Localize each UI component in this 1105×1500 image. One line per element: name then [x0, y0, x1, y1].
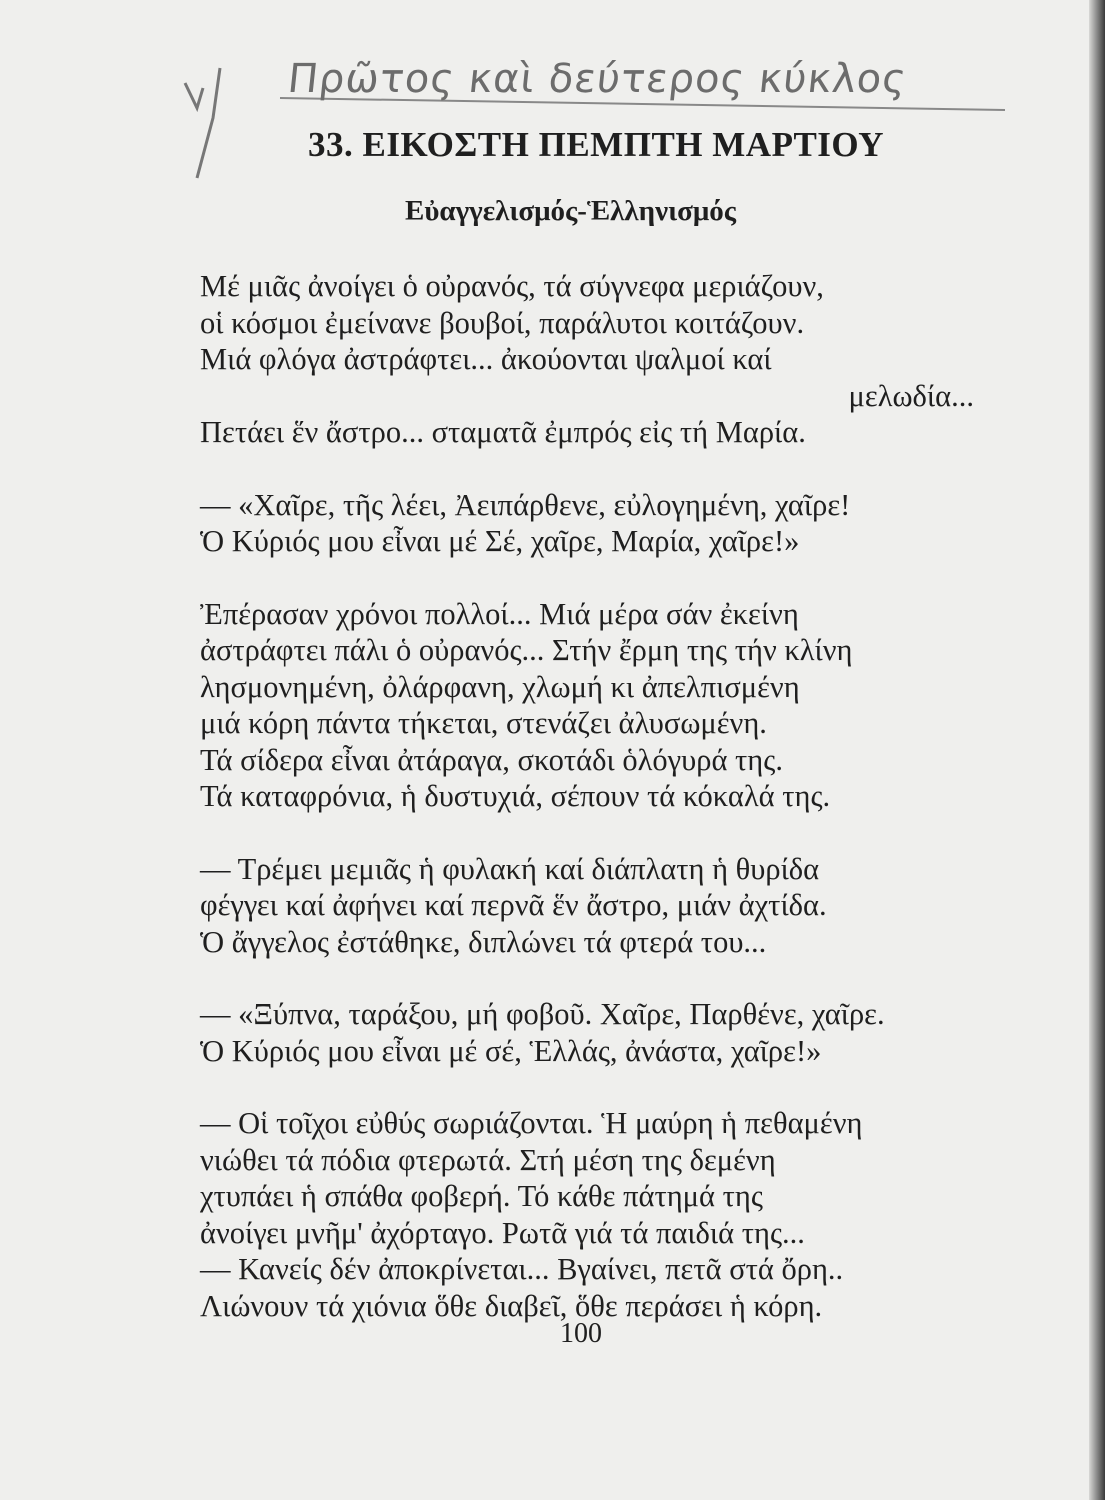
poem-line: ἀνοίγει μνῆμ' ἀχόρταγο. Ρωτᾶ γιά τά παιδιά της... — [200, 1215, 805, 1250]
chapter-subtitle: Εὐαγγελισμός-Ἑλληνισμός — [405, 195, 737, 227]
chapter-title: 33. ΕΙΚΟΣΤΗ ΠΕΜΠΤΗ ΜΑΡΤΙΟΥ — [308, 125, 885, 164]
poem-body — [200, 268, 1000, 1360]
poem-line: λησμονημένη, ὀλάρφανη, χλωμή κι ἀπελπισμένη — [200, 669, 800, 704]
poem-line: Ὁ Κύριός μου εἶναι μέ σέ, Ἑλλάς, ἀνάστα, χαῖρε!» — [200, 1033, 822, 1068]
poem-line: φέγγει καί ἀφήνει καί περνᾶ ἕν ἄστρο, μιάν ἀχτίδα. — [200, 888, 827, 922]
poem-line: Ὁ Κύριός μου εἶναι μέ Σέ, χαῖρε, Μαρία, χαῖρε!» — [200, 524, 800, 558]
poem-line: — «Ξύπνα, ταράξου, μή φοβοῦ. Χαῖρε, Παρθένε, χαῖρε. — [200, 997, 885, 1031]
poem-line: Τά σίδερα εἶναι ἀτάραγα, σκοτάδι ὁλόγυρά της. — [200, 742, 783, 777]
poem-line: χτυπάει ἡ σπάθα φοβερή. Τό κάθε πάτημά της — [200, 1179, 763, 1213]
poem-line: Μιά φλόγα ἀστράφτει... ἀκούονται ψαλμοί καί — [200, 342, 772, 376]
poem-line: μιά κόρη πάντα τήκεται, στενάζει ἀλυσωμένη. — [200, 706, 767, 740]
page-edge-shadow — [1089, 0, 1105, 1500]
poem-line: οἱ κόσμοι ἐμείνανε βουβοί, παράλυτοι κοιτάζουν. — [200, 305, 805, 340]
poem-line: — Κανείς δέν ἀποκρίνεται... Βγαίνει, πετᾶ στά ὄρη.. — [200, 1252, 844, 1286]
poem-line: νιώθει τά πόδια φτερωτά. Στή μέση της δεμένη — [200, 1142, 776, 1177]
stanza-6 — [200, 1105, 1000, 1324]
page-number: 100 — [560, 1318, 602, 1349]
poem-line: Μέ μιᾶς ἀνοίγει ὁ οὐρανός, τά σύγνεφα μεριάζουν, — [200, 269, 824, 303]
poem-line: Πετάει ἕν ἄστρο... σταματᾶ ἐμπρός εἰς τή Μαρία. — [200, 415, 806, 449]
poem-line: Ἐπέρασαν χρόνοι πολλοί... Μιά μέρα σάν ἐκείνη — [200, 596, 799, 631]
stanza-5 — [200, 996, 1000, 1069]
poem-line: Ὁ ἄγγελος ἐστάθηκε, διπλώνει τά φτερά του... — [200, 924, 767, 959]
poem-line: — Τρέμει μεμιᾶς ἡ φυλακή καί διάπλατη ἡ θυρίδα — [200, 851, 820, 886]
poem-line: Τά καταφρόνια, ἡ δυστυχιά, σέπουν τά κόκαλά της. — [200, 779, 831, 813]
poem-line: ἀστράφτει πάλι ὁ οὐρανός... Στήν ἔρμη της τήν κλίνη — [200, 633, 853, 667]
stanza-1 — [200, 268, 1000, 451]
stanza-3 — [200, 596, 1000, 815]
poem-line: — Οἱ τοῖχοι εὐθύς σωριάζονται. Ἡ μαύρη ἡ πεθαμένη — [200, 1106, 863, 1140]
handwritten-note: Πρῶτος καὶ δεύτερος κύκλος — [285, 56, 910, 102]
poem-line-continuation: μελωδία... — [848, 378, 974, 413]
poem-line: — «Χαῖρε, τῆς λέει, Ἀειπάρθενε, εὐλογημένη, χαῖρε! — [200, 487, 851, 522]
stanza-2 — [200, 487, 1000, 560]
stanza-4 — [200, 851, 1000, 961]
poem-line: Λιώνουν τά χιόνια ὅθε διαβεῖ, ὅθε περάσει ἡ κόρη. — [200, 1288, 823, 1323]
